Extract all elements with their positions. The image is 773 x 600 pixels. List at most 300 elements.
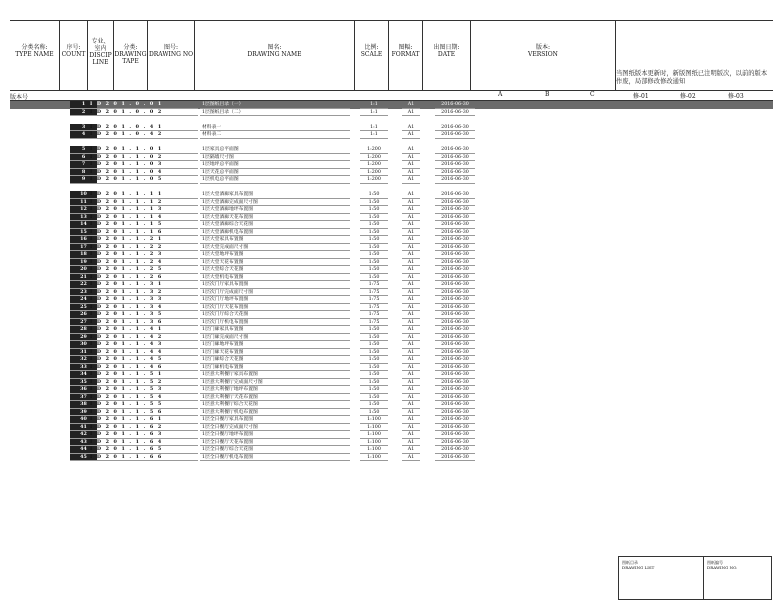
row-drawing-no: ID201.1.66 <box>90 454 198 462</box>
row-drawing-name: 1层全日餐厅综合天花图 <box>200 446 350 454</box>
row-count: 27 <box>70 319 97 327</box>
row-format: A1 <box>402 304 420 312</box>
row-format: A1 <box>402 154 420 162</box>
header-type-name: 分类名称: TYPE NAME <box>10 20 60 90</box>
row-drawing-name: 1层大堂家具布置图 <box>200 236 350 244</box>
row-scale: 1:75 <box>360 311 388 319</box>
row-count: 16 <box>70 236 97 244</box>
row-scale: 1:75 <box>360 281 388 289</box>
row-count: 25 <box>70 304 97 312</box>
row-date: 2016-06-30 <box>435 199 475 207</box>
row-drawing-name: 1层大堂完成面尺寸图 <box>200 244 350 252</box>
row-drawing-name: 1层大堂酒廊家具布置图 <box>200 191 350 199</box>
row-drawing-no: ID201.1.15 <box>90 221 198 229</box>
header-format: 图幅: FORMAT <box>389 20 423 90</box>
row-count: 4 <box>70 131 97 139</box>
title-stamp <box>618 556 772 600</box>
header-date: 出图日期: DATE <box>423 20 471 90</box>
row-format: A1 <box>402 191 420 199</box>
row-date: 2016-06-30 <box>435 206 475 214</box>
row-scale: 1:50 <box>360 244 388 252</box>
row-date: 2016-06-30 <box>435 124 475 132</box>
header-scale: 比例: SCALE <box>355 20 389 90</box>
row-format: A1 <box>402 236 420 244</box>
version-col-r3: 修-03 <box>728 93 744 100</box>
row-date: 2016-06-30 <box>435 356 475 364</box>
row-format: A1 <box>402 101 420 109</box>
table-row[interactable] <box>10 206 773 214</box>
row-drawing-name: 1层门廊综合天花图 <box>200 356 350 364</box>
row-drawing-name: 1层次门厅家具布置图 <box>200 281 350 289</box>
row-drawing-no: ID201.1.56 <box>90 409 198 417</box>
row-scale: 1:50 <box>360 386 388 394</box>
row-count: 35 <box>70 379 97 387</box>
row-drawing-name: 1层意大利餐厅家具布置图 <box>200 371 350 379</box>
row-scale: 1:50 <box>360 349 388 357</box>
row-scale: 1:100 <box>360 416 388 424</box>
row-scale: 1:100 <box>360 439 388 447</box>
row-count: 21 <box>70 274 97 282</box>
row-date: 2016-06-30 <box>435 161 475 169</box>
rule-top <box>10 20 773 21</box>
version-note: 当图纸版本更新时，新版图纸已注明版次，以前的版本作废，局部修改修改通知 <box>616 70 768 85</box>
row-count: 17 <box>70 244 97 252</box>
table-row[interactable] <box>10 214 773 222</box>
row-date: 2016-06-30 <box>435 266 475 274</box>
table-row[interactable] <box>10 161 773 169</box>
row-drawing-name: 1层大堂酒廊完成面尺寸图 <box>200 199 350 207</box>
row-date: 2016-06-30 <box>435 364 475 372</box>
row-drawing-name: 1层全日餐厅机电布置图 <box>200 454 350 462</box>
row-drawing-no: ID201.1.51 <box>90 371 198 379</box>
table-row[interactable] <box>10 454 773 462</box>
row-drawing-no: ID201.1.54 <box>90 394 198 402</box>
row-drawing-name: 1层全日餐厅天花布置图 <box>200 439 350 447</box>
row-drawing-name: 1层全日餐厅完成面尺寸图 <box>200 424 350 432</box>
row-format: A1 <box>402 409 420 417</box>
table-row[interactable] <box>10 431 773 439</box>
row-drawing-no: ID201.1.31 <box>90 281 198 289</box>
stamp-left-title: 图纸目录 <box>622 560 638 565</box>
table-row[interactable] <box>10 296 773 304</box>
table-row[interactable] <box>10 289 773 297</box>
row-scale: 1:75 <box>360 289 388 297</box>
table-row[interactable] <box>10 416 773 424</box>
header-drawing-name: 图名: DRAWING NAME <box>195 20 355 90</box>
row-format: A1 <box>402 349 420 357</box>
row-drawing-name: 1层机电总平面图 <box>200 176 350 184</box>
blank-row <box>10 116 773 124</box>
row-format: A1 <box>402 296 420 304</box>
row-count: 19 <box>70 259 97 267</box>
row-scale: 1:50 <box>360 394 388 402</box>
row-date: 2016-06-30 <box>435 349 475 357</box>
row-drawing-name: 1层家具总平面图 <box>200 146 350 154</box>
row-drawing-no: ID201.1.36 <box>90 319 198 327</box>
row-count: 42 <box>70 431 97 439</box>
row-scale: 1:50 <box>360 199 388 207</box>
table-row[interactable] <box>10 154 773 162</box>
row-drawing-name: 材料表一 <box>200 124 350 132</box>
table-row[interactable] <box>10 146 773 154</box>
row-format: A1 <box>402 364 420 372</box>
row-scale: 1:50 <box>360 364 388 372</box>
table-row[interactable] <box>10 244 773 252</box>
row-format: A1 <box>402 446 420 454</box>
row-date: 2016-06-30 <box>435 394 475 402</box>
row-scale: 1:75 <box>360 296 388 304</box>
row-scale: 1:50 <box>360 379 388 387</box>
table-row[interactable] <box>10 236 773 244</box>
row-count: 36 <box>70 386 97 394</box>
table-row[interactable] <box>10 229 773 237</box>
row-scale: 1:200 <box>360 146 388 154</box>
row-count: 6 <box>70 154 97 162</box>
row-drawing-no: ID201.1.32 <box>90 289 198 297</box>
row-count: 10 <box>70 191 97 199</box>
row-scale: 1:50 <box>360 334 388 342</box>
row-count: 28 <box>70 326 97 334</box>
rule-header <box>10 90 773 91</box>
row-format: A1 <box>402 281 420 289</box>
stamp-left-sub: DRAWING LIST <box>622 565 655 570</box>
table-row[interactable] <box>10 319 773 327</box>
row-drawing-no: ID201.1.45 <box>90 356 198 364</box>
row-count: 45 <box>70 454 97 462</box>
row-drawing-name: 1层地坪总平面图 <box>200 161 350 169</box>
table-row[interactable] <box>10 191 773 199</box>
table-row[interactable] <box>10 131 773 139</box>
table-row[interactable] <box>10 356 773 364</box>
table-row[interactable] <box>10 281 773 289</box>
table-row[interactable] <box>10 424 773 432</box>
row-date: 2016-06-30 <box>435 236 475 244</box>
row-scale: 1:50 <box>360 326 388 334</box>
row-format: A1 <box>402 356 420 364</box>
row-format: A1 <box>402 131 420 139</box>
row-drawing-name: 1层次门厅机电布置图 <box>200 319 350 327</box>
row-drawing-no: ID201.1.42 <box>90 334 198 342</box>
table-row[interactable] <box>10 371 773 379</box>
row-scale: 1:1 <box>360 101 388 109</box>
row-drawing-name: 1层全日餐厅家具布置图 <box>200 416 350 424</box>
row-format: A1 <box>402 386 420 394</box>
row-scale: 1:50 <box>360 341 388 349</box>
blank-row <box>10 139 773 147</box>
row-drawing-no: ID201.1.64 <box>90 439 198 447</box>
version-col-a: A <box>498 91 503 98</box>
row-drawing-no: ID201.1.24 <box>90 259 198 267</box>
table-row[interactable] <box>10 199 773 207</box>
row-scale: 1:50 <box>360 409 388 417</box>
row-drawing-no: ID201.1.12 <box>90 199 198 207</box>
row-format: A1 <box>402 274 420 282</box>
row-drawing-no: ID201.1.34 <box>90 304 198 312</box>
row-count: 32 <box>70 356 97 364</box>
row-format: A1 <box>402 416 420 424</box>
row-date: 2016-06-30 <box>435 439 475 447</box>
blank-row <box>10 184 773 192</box>
row-date: 2016-06-30 <box>435 401 475 409</box>
row-date: 2016-06-30 <box>435 154 475 162</box>
row-scale: 1:50 <box>360 251 388 259</box>
row-drawing-name: 1层图纸目录（二） <box>200 109 350 117</box>
row-date: 2016-06-30 <box>435 379 475 387</box>
row-drawing-name: 1层门廊天花布置图 <box>200 349 350 357</box>
row-format: A1 <box>402 394 420 402</box>
row-scale: 1:50 <box>360 221 388 229</box>
table-row[interactable] <box>10 394 773 402</box>
row-scale: 1:200 <box>360 176 388 184</box>
row-count: 18 <box>70 251 97 259</box>
row-count: 30 <box>70 341 97 349</box>
row-drawing-no: ID201.1.46 <box>90 364 198 372</box>
table-row[interactable] <box>10 304 773 312</box>
row-scale: 1:50 <box>360 191 388 199</box>
row-format: A1 <box>402 259 420 267</box>
header-drawing-tape: 分类: DRAWING TAPE <box>114 20 148 90</box>
row-drawing-name: 1层意大利餐厅机电布置图 <box>200 409 350 417</box>
row-drawing-name: 1层大堂天花布置图 <box>200 259 350 267</box>
row-scale: 1:200 <box>360 161 388 169</box>
row-date: 2016-06-30 <box>435 101 475 109</box>
row-drawing-no: ID201.1.63 <box>90 431 198 439</box>
row-count: 40 <box>70 416 97 424</box>
row-count: 33 <box>70 364 97 372</box>
row-scale: 1:200 <box>360 169 388 177</box>
row-drawing-no: ID201.1.25 <box>90 266 198 274</box>
row-format: A1 <box>402 371 420 379</box>
row-drawing-no: ID201.1.35 <box>90 311 198 319</box>
row-count: 7 <box>70 161 97 169</box>
table-row[interactable] <box>10 259 773 267</box>
table-row[interactable] <box>10 439 773 447</box>
row-scale: 1:50 <box>360 266 388 274</box>
row-date: 2016-06-30 <box>435 296 475 304</box>
table-row[interactable] <box>10 274 773 282</box>
row-date: 2016-06-30 <box>435 229 475 237</box>
header-version: 版本: VERSION <box>471 20 616 90</box>
row-date: 2016-06-30 <box>435 319 475 327</box>
row-count: 44 <box>70 446 97 454</box>
row-count: 12 <box>70 206 97 214</box>
row-drawing-name: 1层意大利餐厅地坪布置图 <box>200 386 350 394</box>
table-row[interactable] <box>10 409 773 417</box>
row-format: A1 <box>402 439 420 447</box>
row-drawing-name: 材料表二 <box>200 131 350 139</box>
table-row[interactable] <box>10 109 773 117</box>
row-format: A1 <box>402 454 420 462</box>
table-row[interactable] <box>10 379 773 387</box>
row-drawing-name: 1层门廊机电布置图 <box>200 364 350 372</box>
row-scale: 1:100 <box>360 454 388 462</box>
row-drawing-no: ID201.1.02 <box>90 154 198 162</box>
row-drawing-name: 1层次门厅天花布置图 <box>200 304 350 312</box>
row-format: A1 <box>402 169 420 177</box>
row-count: 2 <box>70 109 97 117</box>
row-count: 41 <box>70 424 97 432</box>
row-date: 2016-06-30 <box>435 416 475 424</box>
row-date: 2016-06-30 <box>435 244 475 252</box>
row-format: A1 <box>402 326 420 334</box>
row-date: 2016-06-30 <box>435 259 475 267</box>
row-format: A1 <box>402 109 420 117</box>
row-date: 2016-06-30 <box>435 409 475 417</box>
table-row[interactable] <box>10 334 773 342</box>
row-date: 2016-06-30 <box>435 454 475 462</box>
row-date: 2016-06-30 <box>435 304 475 312</box>
version-col-r1: 修-01 <box>633 93 649 100</box>
row-date: 2016-06-30 <box>435 169 475 177</box>
row-drawing-no: ID201.1.41 <box>90 326 198 334</box>
stamp-right-title: 图纸编号 <box>707 560 723 565</box>
row-format: A1 <box>402 124 420 132</box>
table-row[interactable] <box>10 124 773 132</box>
table-row[interactable] <box>10 176 773 184</box>
row-count: 29 <box>70 334 97 342</box>
row-scale: 1:50 <box>360 401 388 409</box>
row-drawing-name: 1层大堂酒廊天花布置图 <box>200 214 350 222</box>
table-row[interactable] <box>10 169 773 177</box>
version-col-c: C <box>590 91 595 98</box>
header-count: 序号: COUNT <box>60 20 88 90</box>
drawing-list-table <box>10 101 773 461</box>
table-row[interactable] <box>10 266 773 274</box>
row-date: 2016-06-30 <box>435 341 475 349</box>
row-scale: 1:1 <box>360 131 388 139</box>
row-count: 31 <box>70 349 97 357</box>
table-row[interactable] <box>10 386 773 394</box>
row-drawing-no: ID201.1.22 <box>90 244 198 252</box>
row-drawing-no: ID201.1.65 <box>90 446 198 454</box>
table-row[interactable] <box>10 349 773 357</box>
row-count: 39 <box>70 409 97 417</box>
row-date: 2016-06-30 <box>435 289 475 297</box>
row-date: 2016-06-30 <box>435 146 475 154</box>
row-drawing-name: 1层大堂综合天花图 <box>200 266 350 274</box>
row-drawing-no: ID201.1.16 <box>90 229 198 237</box>
row-count: 9 <box>70 176 97 184</box>
table-row[interactable] <box>10 221 773 229</box>
row-format: A1 <box>402 229 420 237</box>
row-scale: 1:50 <box>360 274 388 282</box>
row-format: A1 <box>402 289 420 297</box>
row-date: 2016-06-30 <box>435 424 475 432</box>
row-count: 34 <box>70 371 97 379</box>
table-row[interactable] <box>10 446 773 454</box>
row-drawing-name: 1层门廊家具布置图 <box>200 326 350 334</box>
row-format: A1 <box>402 424 420 432</box>
row-drawing-no: ID201.1.23 <box>90 251 198 259</box>
row-scale: 1:1 <box>360 124 388 132</box>
row-format: A1 <box>402 311 420 319</box>
table-row[interactable] <box>10 364 773 372</box>
row-date: 2016-06-30 <box>435 176 475 184</box>
row-drawing-no: ID201.0.41 <box>90 124 198 132</box>
row-format: A1 <box>402 244 420 252</box>
row-drawing-no: ID201.1.01 <box>90 146 198 154</box>
row-drawing-no: ID201.0.42 <box>90 131 198 139</box>
row-drawing-name: 1层大堂酒廊机电布置图 <box>200 229 350 237</box>
row-count: 11 <box>70 199 97 207</box>
table-row[interactable] <box>10 251 773 259</box>
row-scale: 1:100 <box>360 431 388 439</box>
row-scale: 1:50 <box>360 236 388 244</box>
row-drawing-no: ID201.1.05 <box>90 176 198 184</box>
row-drawing-name: 1层大堂酒廊综合天花图 <box>200 221 350 229</box>
table-row[interactable] <box>10 326 773 334</box>
row-drawing-name: 1层大堂地坪布置图 <box>200 251 350 259</box>
row-drawing-no: ID201.1.14 <box>90 214 198 222</box>
row-drawing-name: 1层天花总平面图 <box>200 169 350 177</box>
row-format: A1 <box>402 214 420 222</box>
row-count: 5 <box>70 146 97 154</box>
row-drawing-name: 1层图纸目录（一） <box>200 101 350 109</box>
row-drawing-no: ID201.1.03 <box>90 161 198 169</box>
row-date: 2016-06-30 <box>435 191 475 199</box>
table-row[interactable] <box>10 311 773 319</box>
row-date: 2016-06-30 <box>435 251 475 259</box>
row-drawing-no: ID201.1.21 <box>90 236 198 244</box>
row-format: A1 <box>402 206 420 214</box>
row-drawing-name: 1层意大利餐厅综合天花图 <box>200 401 350 409</box>
row-count: 26 <box>70 311 97 319</box>
row-drawing-no: ID201.1.52 <box>90 379 198 387</box>
row-date: 2016-06-30 <box>435 109 475 117</box>
row-drawing-name: 1层隔墙尺寸图 <box>200 154 350 162</box>
row-count: 14 <box>70 221 97 229</box>
row-drawing-name: 1层门廊地坪布置图 <box>200 341 350 349</box>
row-scale: 1:200 <box>360 154 388 162</box>
version-col-b: B <box>545 91 550 98</box>
row-date: 2016-06-30 <box>435 446 475 454</box>
row-count: 1 <box>70 101 97 109</box>
row-drawing-name: 1层大堂酒廊地坪布置图 <box>200 206 350 214</box>
row-count: 22 <box>70 281 97 289</box>
row-drawing-name: 1层次门厅地坪布置图 <box>200 296 350 304</box>
row-drawing-name: 1层次门厅综合天花图 <box>200 311 350 319</box>
row-drawing-no: ID201.1.11 <box>90 191 198 199</box>
table-row[interactable] <box>10 101 773 109</box>
row-count: 15 <box>70 229 97 237</box>
table-row[interactable] <box>10 401 773 409</box>
row-format: A1 <box>402 266 420 274</box>
table-row[interactable] <box>10 341 773 349</box>
header-discipline: 专业、 室内 DISCIP LINE <box>88 20 114 90</box>
row-drawing-name: 1层全日餐厅地坪布置图 <box>200 431 350 439</box>
row-scale: 1:75 <box>360 319 388 327</box>
row-count: 3 <box>70 124 97 132</box>
row-date: 2016-06-30 <box>435 131 475 139</box>
row-drawing-name: 1层门廊完成面尺寸图 <box>200 334 350 342</box>
row-format: A1 <box>402 334 420 342</box>
row-count: 38 <box>70 401 97 409</box>
row-drawing-name: 1层大堂机电布置图 <box>200 274 350 282</box>
row-date: 2016-06-30 <box>435 214 475 222</box>
row-drawing-no: ID201.1.44 <box>90 349 198 357</box>
row-drawing-no: ID201.1.55 <box>90 401 198 409</box>
row-format: A1 <box>402 199 420 207</box>
row-drawing-no: ID201.0.01 <box>90 101 198 109</box>
row-scale: 1:100 <box>360 424 388 432</box>
row-scale: 1:50 <box>360 214 388 222</box>
row-date: 2016-06-30 <box>435 334 475 342</box>
row-count: 24 <box>70 296 97 304</box>
version-label: 版本号 <box>10 94 29 101</box>
row-scale: 1:50 <box>360 229 388 237</box>
version-col-r2: 修-02 <box>680 93 696 100</box>
row-date: 2016-06-30 <box>435 274 475 282</box>
